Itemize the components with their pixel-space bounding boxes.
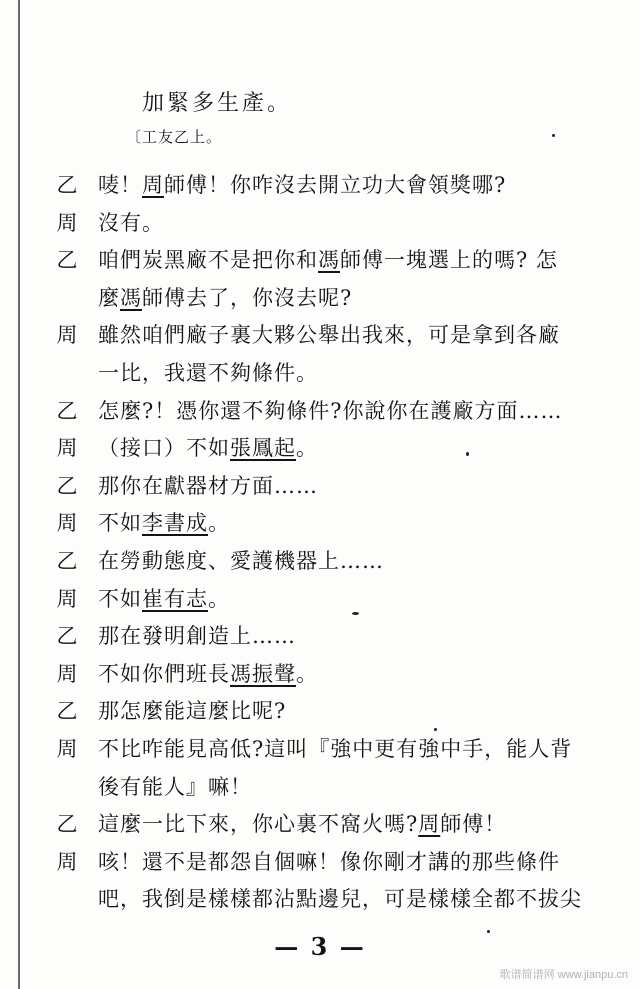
stage-direction: 〔工友乙上。 [126, 128, 223, 146]
speaker-label: 乙 [56, 173, 78, 197]
watermark: 歌谱简谱网 www.jianpu.cn [499, 969, 628, 981]
dialogue-text [98, 283, 352, 313]
text-segment: 師傅！你咋沒去開立功大會領獎哪? [164, 173, 507, 197]
dialogue-text [98, 320, 560, 350]
speaker-label: 周 [56, 436, 78, 460]
text-segment: 麼 [98, 286, 120, 310]
speaker-label: 周 [56, 323, 78, 347]
speaker-label: 乙 [56, 399, 78, 423]
text-segment: 怎麼?！憑你還不夠條件?你說你在護廠方面…… [98, 399, 563, 423]
text-segment: 。 [296, 436, 318, 460]
dialogue-text [98, 696, 286, 726]
underlined-name: 馮振聲 [230, 662, 296, 686]
dialogue-text [98, 621, 296, 651]
ink-speck [487, 930, 490, 933]
dialogue-text [98, 358, 318, 388]
dialogue-text [98, 809, 506, 839]
dialogue-text [98, 508, 230, 538]
underlined-name: 周 [418, 812, 441, 836]
ink-speck [352, 612, 359, 615]
underlined-name: 李書成 [142, 511, 208, 535]
speaker-label: 周 [56, 587, 78, 611]
underlined-name: 周 [142, 173, 164, 197]
underlined-name: 馮 [120, 286, 142, 310]
text-segment: 。 [208, 511, 230, 535]
underlined-name: 馮 [318, 248, 340, 272]
text-segment: 咳！還不是都怨自個嘛！像你剛才講的那些條件 [98, 850, 560, 874]
dialogue-text [98, 433, 318, 463]
speaker-label: 乙 [56, 699, 78, 723]
dialogue-text [98, 584, 230, 614]
text-segment: 師傅！ [440, 812, 507, 836]
ink-speck [552, 134, 555, 137]
speaker-label: 周 [56, 662, 78, 686]
speaker-label: 周 [56, 737, 78, 761]
speaker-label: 乙 [56, 624, 78, 648]
dialogue-text [98, 546, 384, 576]
dialogue-text [98, 170, 506, 200]
dialogue-text [98, 396, 563, 426]
text-segment: 。 [296, 662, 318, 686]
ink-speck [434, 728, 437, 731]
text-segment: 一比，我還不夠條件。 [98, 361, 318, 385]
page-edge-line [18, 0, 20, 989]
text-segment: 不如 [98, 511, 142, 535]
text-segment: 吧，我倒是樣樣都沾點邊兒，可是樣樣全都不拔尖 [98, 887, 582, 911]
text-segment: （接口）不如 [98, 436, 230, 460]
speaker-label: 乙 [56, 812, 78, 836]
speaker-label: 乙 [56, 474, 78, 498]
dialogue-text [98, 471, 318, 501]
text-segment: 不比咋能見高低?這叫『強中更有強中手，能人背 [98, 737, 573, 761]
text-segment: 。 [208, 587, 230, 611]
text-segment: 唛！ [98, 173, 142, 197]
dialogue-text [98, 884, 582, 914]
text-segment: 沒有。 [98, 211, 164, 235]
speaker-label: 周 [56, 211, 78, 235]
text-segment: 在勞動態度、愛護機器上…… [98, 549, 384, 573]
dialogue-text [98, 772, 252, 802]
speaker-label: 周 [56, 850, 78, 874]
speaker-label: 乙 [56, 248, 78, 272]
text-segment: 雖然咱們廠子裏大夥公舉出我來，可是拿到各廠 [98, 323, 560, 347]
dialogue-text [98, 245, 558, 275]
dialogue-text [98, 847, 560, 877]
text-segment: 師傅一塊選上的嗎? 怎 [340, 248, 558, 272]
text-segment: 師傅去了，你沒去呢? [142, 286, 353, 310]
text-segment: 不如你們班長 [98, 662, 230, 686]
text-segment: 那你在獻器材方面…… [98, 474, 318, 498]
underlined-name: 崔有志 [142, 587, 208, 611]
text-segment: 這麼一比下來，你心裏不窩火嗎? [98, 812, 419, 836]
dialogue-text [98, 734, 572, 764]
page-number: — 3 — [274, 932, 366, 961]
heading-line: 加緊多生產。 [142, 91, 293, 116]
text-segment: 那怎麼能這麼比呢? [98, 699, 287, 723]
speaker-label: 周 [56, 511, 78, 535]
text-segment: 後有能人』嘛！ [98, 775, 252, 799]
ink-speck [466, 452, 469, 456]
dialogue-text [98, 659, 318, 689]
dialogue-text [98, 208, 164, 238]
text-segment: 那在發明創造上…… [98, 624, 296, 648]
text-segment: 咱們炭黑廠不是把你和 [98, 248, 318, 272]
text-segment: 不如 [98, 587, 142, 611]
underlined-name: 張鳳起 [230, 436, 296, 460]
speaker-label: 乙 [56, 549, 78, 573]
